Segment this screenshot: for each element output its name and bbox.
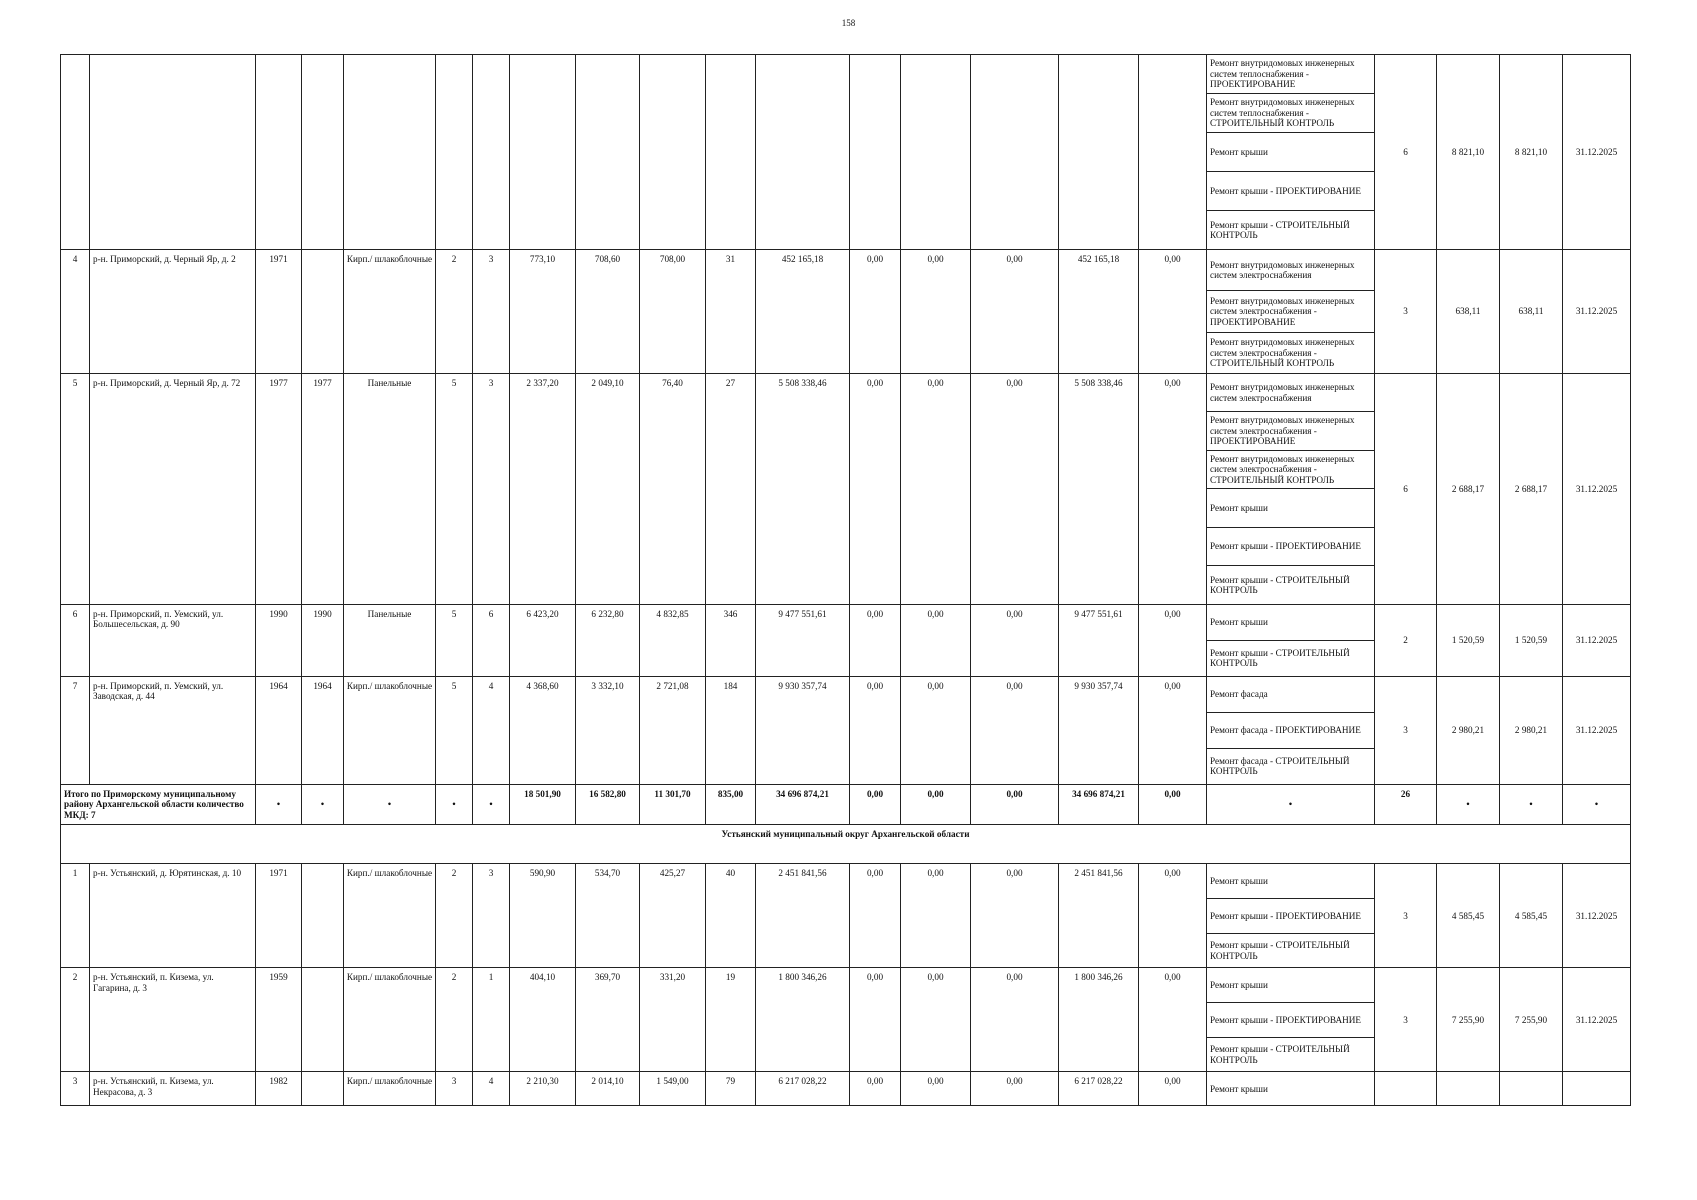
cell-num: 3	[61, 1072, 90, 1106]
cell-area-living: 369,70	[576, 968, 640, 1072]
work-item: Ремонт крыши	[1207, 133, 1374, 172]
cell-cost-total: 5 508 338,46	[756, 373, 850, 604]
cell-cost-total: 9 930 357,74	[756, 676, 850, 784]
cell-fund-local: 0,00	[971, 604, 1059, 676]
total-fund-regional: 0,00	[901, 784, 971, 825]
cell-fund-local: 0,00	[971, 864, 1059, 968]
total-area-owned: 11 301,70	[640, 784, 706, 825]
work-item: Ремонт внутридомовых инженерных систем электроснабжения - СТРОИТЕЛЬНЫЙ КОНТРОЛЬ	[1210, 337, 1355, 369]
cell-entrances: 3	[473, 373, 510, 604]
cell-area-total	[510, 55, 576, 250]
cell-max-unit-cost: 7 255,90	[1500, 968, 1563, 1072]
cell-fund-other: 0,00	[1139, 968, 1207, 1072]
cell-unit-cost: 1 520,59	[1437, 604, 1500, 676]
cell-fund-other: 0,00	[1139, 1072, 1207, 1106]
cell-area-total: 404,10	[510, 968, 576, 1072]
placeholder-dot: •	[1563, 784, 1631, 825]
cell-works-count: 6	[1375, 55, 1437, 250]
cell-fund-owners	[1059, 55, 1139, 250]
cell-area-owned	[640, 55, 706, 250]
cell-fund-regional: 0,00	[901, 968, 971, 1072]
cell-fund-other: 0,00	[1139, 604, 1207, 676]
work-item: Ремонт крыши - ПРОЕКТИРОВАНИЕ	[1207, 1003, 1374, 1038]
cell-num: 1	[61, 864, 90, 968]
cell-unit-cost: 4 585,45	[1437, 864, 1500, 968]
cell-address: р-н. Устьянский, д. Юрятинская, д. 10	[90, 864, 256, 968]
cell-max-unit-cost: 2 980,21	[1500, 676, 1563, 784]
cell-fund-owners: 2 451 841,56	[1059, 864, 1139, 968]
cell-floors: 2	[436, 968, 473, 1072]
cell-max-unit-cost: 4 585,45	[1500, 864, 1563, 968]
placeholder-dot: •	[1500, 784, 1563, 825]
table-row	[61, 55, 1631, 250]
cell-address: р-н. Приморский, п. Уемский, ул. Большесельская, д. 90	[90, 604, 256, 676]
cell-num: 4	[61, 250, 90, 374]
cell-year-overhaul: 1977	[302, 373, 344, 604]
cell-unit-cost: 2 980,21	[1437, 676, 1500, 784]
work-item: Ремонт внутридомовых инженерных систем электроснабжения	[1207, 374, 1374, 412]
cell-fund-local: 0,00	[971, 968, 1059, 1072]
work-item: Ремонт внутридомовых инженерных систем электроснабжения - ПРОЕКТИРОВАНИЕ	[1207, 291, 1374, 332]
cell-deadline: 31.12.2025	[1563, 373, 1631, 604]
cell-address: р-н. Устьянский, п. Кизема, ул. Некрасова, д. 3	[90, 1072, 256, 1106]
cell-fund-local: 0,00	[971, 373, 1059, 604]
cell-area-living: 6 232,80	[576, 604, 640, 676]
cell-floors: 3	[436, 1072, 473, 1106]
cell-wall-material: Кирп./ шлакоблочные	[344, 968, 436, 1072]
cell-address: р-н. Устьянский, п. Кизема, ул. Гагарина, д. 3	[90, 968, 256, 1072]
total-row	[61, 784, 1631, 825]
cell-fund-regional: 0,00	[901, 250, 971, 374]
total-area-living: 16 582,80	[576, 784, 640, 825]
cell-works	[1207, 968, 1375, 1072]
cell-area-total: 2 210,30	[510, 1072, 576, 1106]
placeholder-dot: •	[1207, 784, 1375, 825]
cell-area-total: 773,10	[510, 250, 576, 374]
cell-year-built: 1990	[256, 604, 302, 676]
cell-residents: 79	[706, 1072, 756, 1106]
cell-works	[1207, 55, 1375, 250]
cell-area-owned: 425,27	[640, 864, 706, 968]
cell-area-total: 2 337,20	[510, 373, 576, 604]
total-cost-total: 34 696 874,21	[756, 784, 850, 825]
cell-fund-other	[1139, 55, 1207, 250]
cell-wall-material: Кирп./ шлакоблочные	[344, 250, 436, 374]
table-row	[61, 604, 1631, 676]
region-ustyansky-rows	[61, 864, 1631, 1106]
work-item: Ремонт крыши - ПРОЕКТИРОВАНИЕ	[1207, 899, 1374, 934]
work-item: Ремонт внутридомовых инженерных систем электроснабжения - СТРОИТЕЛЬНЫЙ КОНТРОЛЬ	[1207, 450, 1374, 489]
cell-unit-cost: 2 688,17	[1437, 373, 1500, 604]
work-item: Ремонт крыши - СТРОИТЕЛЬНЫЙ КОНТРОЛЬ	[1210, 647, 1350, 669]
cell-area-living	[576, 55, 640, 250]
cell-year-overhaul	[302, 55, 344, 250]
cell-max-unit-cost: 1 520,59	[1500, 604, 1563, 676]
cell-fund-regional: 0,00	[901, 864, 971, 968]
cell-works-count: 6	[1375, 373, 1437, 604]
cell-fund-other: 0,00	[1139, 373, 1207, 604]
cell-fund-federal: 0,00	[850, 968, 901, 1072]
cell-floors: 2	[436, 864, 473, 968]
cell-num: 5	[61, 373, 90, 604]
cell-wall-material: Панельные	[344, 604, 436, 676]
cell-fund-local: 0,00	[971, 250, 1059, 374]
cell-works-count: 3	[1375, 676, 1437, 784]
cell-area-owned: 1 549,00	[640, 1072, 706, 1106]
cell-fund-other: 0,00	[1139, 250, 1207, 374]
cell-entrances: 1	[473, 968, 510, 1072]
cell-residents: 19	[706, 968, 756, 1072]
work-item: Ремонт крыши - ПРОЕКТИРОВАНИЕ	[1207, 172, 1374, 211]
cell-year-overhaul	[302, 1072, 344, 1106]
cell-area-living: 2 049,10	[576, 373, 640, 604]
placeholder-dot: •	[302, 784, 344, 825]
cell-deadline: 31.12.2025	[1563, 55, 1631, 250]
cell-cost-total	[756, 55, 850, 250]
cell-fund-owners: 5 508 338,46	[1059, 373, 1139, 604]
cell-works-count: 3	[1375, 968, 1437, 1072]
cell-area-owned: 76,40	[640, 373, 706, 604]
cell-fund-regional: 0,00	[901, 604, 971, 676]
cell-cost-total: 6 217 028,22	[756, 1072, 850, 1106]
cell-fund-federal: 0,00	[850, 604, 901, 676]
cell-works	[1207, 1072, 1375, 1106]
cell-fund-local	[971, 55, 1059, 250]
cell-deadline: 31.12.2025	[1563, 864, 1631, 968]
total-fund-other: 0,00	[1139, 784, 1207, 825]
placeholder-dot: •	[473, 784, 510, 825]
total-residents: 835,00	[706, 784, 756, 825]
cell-entrances: 3	[473, 250, 510, 374]
cell-year-overhaul: 1964	[302, 676, 344, 784]
cell-cost-total: 1 800 346,26	[756, 968, 850, 1072]
total-fund-local: 0,00	[971, 784, 1059, 825]
cell-floors: 5	[436, 676, 473, 784]
cell-num	[61, 55, 90, 250]
cell-area-owned: 4 832,85	[640, 604, 706, 676]
cell-fund-regional: 0,00	[901, 1072, 971, 1106]
cell-deadline: 31.12.2025	[1563, 968, 1631, 1072]
cell-area-total: 590,90	[510, 864, 576, 968]
cell-num: 2	[61, 968, 90, 1072]
cell-fund-federal: 0,00	[850, 864, 901, 968]
cell-floors: 2	[436, 250, 473, 374]
cell-fund-federal: 0,00	[850, 373, 901, 604]
placeholder-dot: •	[344, 784, 436, 825]
cell-fund-other: 0,00	[1139, 864, 1207, 968]
cell-area-owned: 2 721,08	[640, 676, 706, 784]
cell-address: р-н. Приморский, п. Уемский, ул. Заводская, д. 44	[90, 676, 256, 784]
cell-area-owned: 331,20	[640, 968, 706, 1072]
cell-fund-owners: 6 217 028,22	[1059, 1072, 1139, 1106]
cell-year-overhaul	[302, 968, 344, 1072]
page-number: 158	[841, 18, 856, 28]
cell-year-built	[256, 55, 302, 250]
cell-fund-local: 0,00	[971, 1072, 1059, 1106]
work-item: Ремонт внутридомовых инженерных систем электроснабжения - ПРОЕКТИРОВАНИЕ	[1207, 412, 1374, 451]
cell-wall-material	[344, 55, 436, 250]
total-fund-owners: 34 696 874,21	[1059, 784, 1139, 825]
cell-entrances: 6	[473, 604, 510, 676]
cell-area-total: 6 423,20	[510, 604, 576, 676]
work-item: Ремонт крыши - СТРОИТЕЛЬНЫЙ КОНТРОЛЬ	[1210, 574, 1350, 596]
cell-works-count: 3	[1375, 250, 1437, 374]
cell-residents: 346	[706, 604, 756, 676]
total-works-count: 26	[1375, 784, 1437, 825]
cell-deadline: 31.12.2025	[1563, 250, 1631, 374]
cell-address: р-н. Приморский, д. Черный Яр, д. 2	[90, 250, 256, 374]
cell-area-owned: 708,00	[640, 250, 706, 374]
cell-fund-owners: 452 165,18	[1059, 250, 1139, 374]
cell-works-count	[1375, 1072, 1437, 1106]
region-primorsky-rows	[61, 55, 1631, 825]
cell-num: 7	[61, 676, 90, 784]
cell-cost-total: 2 451 841,56	[756, 864, 850, 968]
work-item: Ремонт крыши - ПРОЕКТИРОВАНИЕ	[1207, 527, 1374, 566]
work-item: Ремонт крыши - СТРОИТЕЛЬНЫЙ КОНТРОЛЬ	[1210, 219, 1350, 240]
table-row	[61, 968, 1631, 1072]
cell-works	[1207, 373, 1375, 604]
work-item: Ремонт крыши	[1207, 968, 1374, 1002]
cell-works	[1207, 676, 1375, 784]
capital-repair-table	[60, 54, 1631, 1106]
cell-fund-owners: 9 477 551,61	[1059, 604, 1139, 676]
placeholder-dot: •	[256, 784, 302, 825]
cell-unit-cost: 638,11	[1437, 250, 1500, 374]
cell-works-count: 2	[1375, 604, 1437, 676]
cell-floors: 5	[436, 604, 473, 676]
total-label: Итого по Приморскому муниципальному району Архангельской области количество МКД: 7	[61, 784, 256, 825]
cell-area-living: 708,60	[576, 250, 640, 374]
table-row	[61, 373, 1631, 604]
cell-fund-regional	[901, 55, 971, 250]
cell-fund-owners: 1 800 346,26	[1059, 968, 1139, 1072]
cell-residents: 27	[706, 373, 756, 604]
cell-fund-federal: 0,00	[850, 1072, 901, 1106]
cell-residents	[706, 55, 756, 250]
cell-cost-total: 452 165,18	[756, 250, 850, 374]
cell-fund-other: 0,00	[1139, 676, 1207, 784]
table-row	[61, 250, 1631, 374]
placeholder-dot: •	[1437, 784, 1500, 825]
cell-residents: 40	[706, 864, 756, 968]
total-area-total: 18 501,90	[510, 784, 576, 825]
cell-wall-material: Кирп./ шлакоблочные	[344, 676, 436, 784]
cell-max-unit-cost: 2 688,17	[1500, 373, 1563, 604]
cell-year-built: 1959	[256, 968, 302, 1072]
cell-works-count: 3	[1375, 864, 1437, 968]
cell-floors: 5	[436, 373, 473, 604]
cell-unit-cost: 7 255,90	[1437, 968, 1500, 1072]
work-item: Ремонт фасада - СТРОИТЕЛЬНЫЙ КОНТРОЛЬ	[1210, 755, 1350, 777]
cell-entrances: 4	[473, 676, 510, 784]
cell-residents: 184	[706, 676, 756, 784]
cell-unit-cost	[1437, 1072, 1500, 1106]
cell-wall-material: Панельные	[344, 373, 436, 604]
cell-deadline: 31.12.2025	[1563, 604, 1631, 676]
cell-max-unit-cost: 638,11	[1500, 250, 1563, 374]
work-item: Ремонт крыши	[1207, 605, 1374, 641]
work-item: Ремонт крыши	[1207, 489, 1374, 528]
table-row	[61, 1072, 1631, 1106]
cell-year-built: 1964	[256, 676, 302, 784]
cell-max-unit-cost	[1500, 1072, 1563, 1106]
work-item: Ремонт крыши	[1207, 864, 1374, 898]
region-ustyansky-header	[61, 825, 1631, 864]
cell-unit-cost: 8 821,10	[1437, 55, 1500, 250]
cell-fund-owners: 9 930 357,74	[1059, 676, 1139, 784]
work-item: Ремонт крыши	[1210, 1083, 1268, 1094]
cell-max-unit-cost: 8 821,10	[1500, 55, 1563, 250]
cell-year-overhaul	[302, 250, 344, 374]
cell-year-built: 1982	[256, 1072, 302, 1106]
cell-deadline	[1563, 1072, 1631, 1106]
cell-area-living: 3 332,10	[576, 676, 640, 784]
work-item: Ремонт внутридомовых инженерных систем электроснабжения	[1207, 250, 1374, 291]
cell-wall-material: Кирп./ шлакоблочные	[344, 864, 436, 968]
table-row	[61, 864, 1631, 968]
cell-fund-federal: 0,00	[850, 676, 901, 784]
cell-area-total: 4 368,60	[510, 676, 576, 784]
cell-works	[1207, 250, 1375, 374]
cell-address: р-н. Приморский, д. Черный Яр, д. 72	[90, 373, 256, 604]
cell-entrances: 3	[473, 864, 510, 968]
cell-cost-total: 9 477 551,61	[756, 604, 850, 676]
placeholder-dot: •	[436, 784, 473, 825]
cell-fund-local: 0,00	[971, 676, 1059, 784]
total-fund-federal: 0,00	[850, 784, 901, 825]
cell-residents: 31	[706, 250, 756, 374]
cell-year-overhaul	[302, 864, 344, 968]
cell-year-built: 1971	[256, 864, 302, 968]
cell-year-built: 1971	[256, 250, 302, 374]
cell-deadline: 31.12.2025	[1563, 676, 1631, 784]
region-title: Устьянский муниципальный округ Архангельской области	[61, 825, 1631, 864]
cell-area-living: 534,70	[576, 864, 640, 968]
work-item: Ремонт внутридомовых инженерных систем теплоснабжения - ПРОЕКТИРОВАНИЕ	[1207, 55, 1374, 94]
cell-year-built: 1977	[256, 373, 302, 604]
work-item: Ремонт крыши - СТРОИТЕЛЬНЫЙ КОНТРОЛЬ	[1210, 940, 1350, 961]
work-item: Ремонт внутридомовых инженерных систем теплоснабжения - СТРОИТЕЛЬНЫЙ КОНТРОЛЬ	[1207, 94, 1374, 133]
cell-entrances: 4	[473, 1072, 510, 1106]
cell-fund-federal: 0,00	[850, 250, 901, 374]
cell-floors	[436, 55, 473, 250]
cell-entrances	[473, 55, 510, 250]
table-row	[61, 676, 1631, 784]
cell-fund-federal	[850, 55, 901, 250]
cell-works	[1207, 864, 1375, 968]
work-item: Ремонт фасада - ПРОЕКТИРОВАНИЕ	[1207, 712, 1374, 748]
cell-works	[1207, 604, 1375, 676]
work-item: Ремонт фасада	[1207, 677, 1374, 713]
work-item: Ремонт крыши - СТРОИТЕЛЬНЫЙ КОНТРОЛЬ	[1210, 1044, 1350, 1065]
cell-area-living: 2 014,10	[576, 1072, 640, 1106]
cell-fund-regional: 0,00	[901, 676, 971, 784]
cell-year-overhaul: 1990	[302, 604, 344, 676]
cell-fund-regional: 0,00	[901, 373, 971, 604]
cell-num: 6	[61, 604, 90, 676]
cell-wall-material: Кирп./ шлакоблочные	[344, 1072, 436, 1106]
cell-address	[90, 55, 256, 250]
